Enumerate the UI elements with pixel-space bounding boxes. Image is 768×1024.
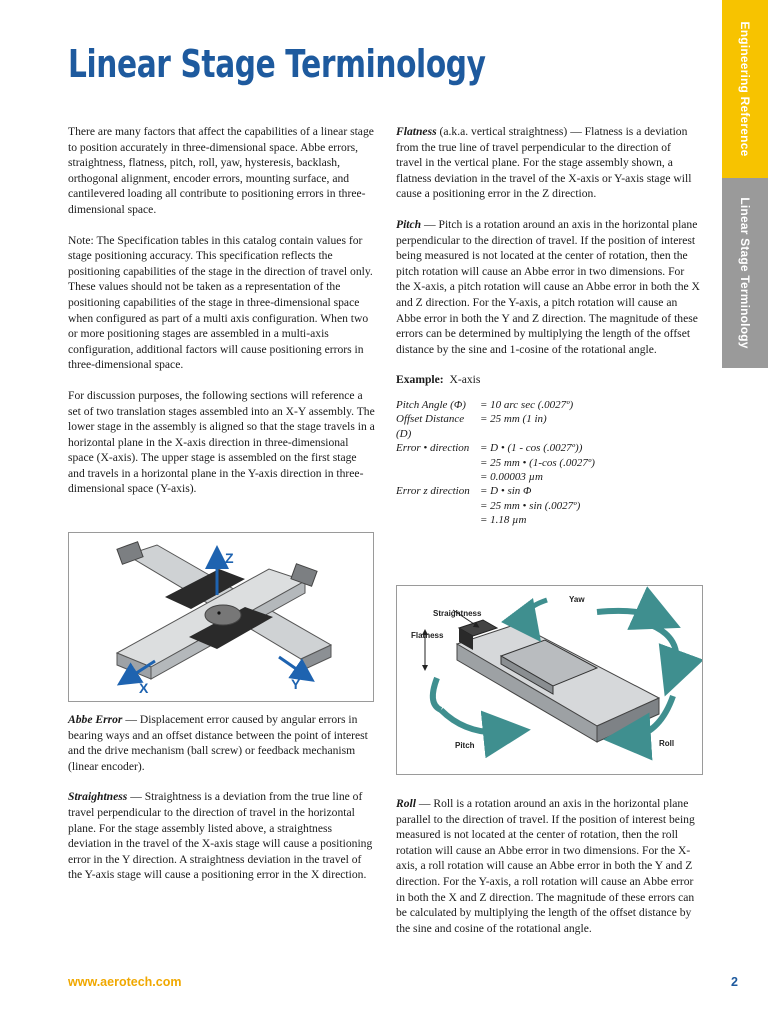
pitch-arrow-bottom [441,710,507,733]
straightness-text: — Straightness is a deviation from the true line of travel perpendicular to the direction of travel in the horizontal plane. For the stage assembly listed above, a straightness deviation in the travel of the X-axis stage will cause a positioning error in the Y direction. A straightness deviation in the travel of the Y-axis stage will cause a positioning error in the X direction. [68,790,373,882]
abbe-error-paragraph [68,712,374,774]
equation-value: = D • sin Φ [480,485,532,498]
flatness-paragraph [396,124,700,202]
equation-key [396,456,480,470]
roll-text: — Roll is a rotation around an axis in the horizontal plane parallel to the direction of travel. If the position of interest being measured is not located at the center of rotation, then the roll rotation will cause an Abbe error in two dimensions. For the X-axis, a roll rotation will cause an Abbe error in both the Y and Z direction. For the Y-axis, a roll rotation will cause an Abbe error in both the X and Z direction. The magnitude of these errors can be calculated by multiplying the length of the offset distance by the sine and cosine of the rotational angle. [396,797,695,935]
equation-row [396,499,700,513]
equation-value: = 0.00003 µm [480,470,543,483]
pitch-arrow-left [433,678,441,710]
right-column-lower [396,796,700,951]
straightness-paragraph [68,789,374,883]
equation-value: = D • (1 - cos (.0027º)) [480,442,583,455]
example-label: Example: [396,373,444,387]
straightness-label: Straightness [433,609,482,618]
side-tab-bottom-label: Linear Stage Terminology [738,197,752,349]
pitch-label: Pitch [455,741,475,750]
roll-term: Roll [396,797,416,810]
equation-value: = 10 arc sec (.0027º) [480,398,574,411]
equation-value: = 1.18 µm [480,514,527,527]
z-axis-label: Z [225,550,234,566]
pitch-paragraph [396,217,700,357]
xy-stage-illustration [69,533,373,701]
yaw-arrow-right [597,611,659,618]
discussion-paragraph: For discussion purposes, the following sections will reference a set of two translation stages assembled into an X-Y assembly. The lower stage in the assembly is aligned so that the stage travels in a horizontal plane in the X-axis direction in three-dimensional space (X-axis). The upper stage is assembled on the first stage and travels in a horizontal plane in the Y-axis direction in three-dimensional space (Y-axis). [68,388,375,496]
flatness-label: Flatness [411,631,444,640]
example-axis: X-axis [449,373,481,387]
equation-key: Pitch Angle (Φ) [396,398,466,411]
intro-paragraph: There are many factors that affect the capabilities of a linear stage to position accurately in three-dimensional space. Abbe errors, straightness, flatness, pitch, roll, yaw, hysteresis, backlash, orthogonal alignment, encoder errors, mounting surface, and cantilevered loading all contribute to positioning errors in three-dimensional space. [68,125,374,216]
flatness-text: (a.k.a. vertical straightness) — Flatness is a deviation from the true line of travel perpendicular to the direction of travel in the vertical plane. For the stage assembly shown, a flatness deviation in the travel of the X-axis or Y-axis stage will cause a positioning error in the Z direction. [396,125,692,201]
side-tab-linear-stage-terminology [722,178,768,368]
roll-label: Roll [659,739,675,748]
left-column [68,124,376,512]
equation-row [396,398,700,412]
abbe-error-term: Abbe Error [68,713,123,726]
note-paragraph: Note: The Specification tables in this catalog contain values for stage positioning accuracy. This specification reflects the positioning capabilities of the stage in the direction of travel only. These values should not be taken as a representation of the positioning capabilities of the stage in three-dimensional space when configured as part of a multi axis configuration. When two or more positioning stages are assembled in a multi-axis configuration, additional factors will cause positioning errors in three-dimensional space. [68,233,373,372]
flatness-term: Flatness [396,125,437,138]
center-table [205,605,241,625]
equation-row [396,441,700,455]
page-title: Linear Stage Terminology [68,42,486,86]
right-column [396,124,700,528]
equation-key: Offset Distance (D) [396,413,465,440]
equation-row [396,470,700,484]
equation-value: = 25 mm (1 in) [480,413,547,426]
roll-arrow-top [643,622,676,674]
pitch-term: Pitch [396,217,422,231]
equation-row [396,412,700,441]
y-axis-label: Y [291,676,301,692]
equation-key: Error z direction [396,485,470,498]
xy-stage-figure [68,532,374,702]
pitch-text: — Pitch is a rotation around an axis in the horizontal plane perpendicular to the direction of travel. If the position of interest being measured is not located at the center of rotation, then the pitch rotation will cause an Abbe error in two dimensions. For the X-axis, a pitch rotation will cause an Abbe error in both the X and Z direction. For the Y-axis, a pitch rotation will cause an Abbe error in both the Y and Z direction. The magnitude of these errors can be determined by multiplying the length of the offset distance by the sine and 1-cosine of the rotational angle. [396,217,700,356]
equation-value: = 25 mm • (1-cos (.0027º) [480,456,595,469]
yaw-label: Yaw [569,595,585,604]
equation-key [396,470,480,484]
stage-errors-figure [396,585,703,775]
abbe-error-text: — Displacement error caused by angular errors in bearing ways and an offset distance between the point of interest and the drive mechanism (ball screw) or feedback mechanism (linear encoder). [68,713,368,773]
x-axis-label: X [139,680,149,696]
equation-key [396,513,480,527]
equation-row [396,456,700,470]
side-tab-engineering-reference [722,0,768,178]
equation-key: Error • direction [396,442,470,455]
yaw-arrow [526,600,547,626]
left-column-lower [68,712,374,898]
straightness-term: Straightness [68,790,128,804]
stage-errors-illustration [397,586,702,774]
equation-row [396,484,700,498]
side-tab-top-label: Engineering Reference [738,21,752,157]
page-number: 2 [731,975,738,989]
roll-paragraph [396,796,700,936]
equation-value: = 25 mm • sin (.0027º) [480,499,581,512]
equation-row [396,513,700,527]
example-heading [396,372,700,388]
equation-key [396,499,480,513]
pitch-example-equations [396,398,700,528]
footer-website-link[interactable]: www.aerotech.com [68,975,182,989]
